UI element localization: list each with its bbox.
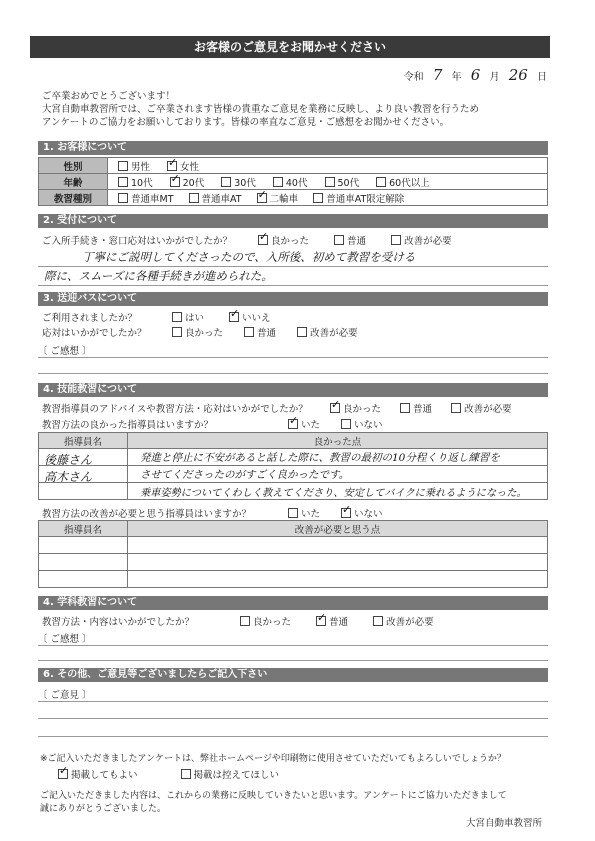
option-label: 改善が必要 <box>386 617 434 628</box>
date-era: 令和 <box>403 72 424 83</box>
age-options <box>108 174 548 190</box>
option-label: 良かった <box>253 617 292 628</box>
publish-permission-question: ※ご記入いただきましたアンケートは、弊社ホームページや印刷物に使用させていただいてもよろしいでしょうか？ <box>40 754 506 764</box>
col-header-good-points: 良かった点 <box>128 433 548 449</box>
checkbox[interactable] <box>244 327 254 337</box>
good-point-text: 乗車姿勢についてくわしく教えてくださり、安定してバイクに乗れるようになった。 <box>140 488 527 499</box>
company-name: 大宮自動車教習所 <box>466 818 543 829</box>
date-day-unit: 日 <box>537 72 547 83</box>
checkbox[interactable] <box>240 616 250 626</box>
rule-line <box>38 357 548 358</box>
reception-options <box>258 233 452 247</box>
option-label: 良かった <box>271 236 310 247</box>
option-label: 20代 <box>182 177 205 189</box>
checkbox[interactable] <box>297 327 307 337</box>
skills-q2: 教習方法の良かった指導員はいますか？ <box>42 420 214 431</box>
section-heading-skills: 4. 技能教習について <box>38 383 548 397</box>
col-header-instructor: 指導員名 <box>39 433 128 449</box>
option-label: 女性 <box>180 161 200 173</box>
skills-q3: 教習方法の改善が必要と思う指導員はいますか？ <box>42 509 252 520</box>
option-label: いいえ <box>242 313 271 324</box>
reception-question: ご入所手続き・窓口応対はいかがでしたか？ <box>42 236 233 247</box>
checkbox[interactable] <box>288 508 298 518</box>
option-label: 掲載は控えてほしい <box>193 770 280 781</box>
option-label: 普通 <box>413 404 433 415</box>
checkbox[interactable] <box>273 177 283 187</box>
option-label: 良かった <box>185 328 224 339</box>
rule-line <box>38 266 548 267</box>
option-label: 男性 <box>131 161 151 173</box>
section-heading-bus: 3. 送迎バスについて <box>38 292 548 306</box>
checkbox[interactable] <box>330 403 340 413</box>
customer-table <box>38 157 548 206</box>
date-month-unit: 月 <box>489 72 500 83</box>
rule-line <box>38 645 548 646</box>
section-heading-other: 6. その他、ご意見等ございましたらご記入下さい <box>38 668 548 682</box>
checkbox[interactable] <box>118 193 128 203</box>
option-label: 改善が必要 <box>310 328 358 339</box>
rule-line <box>38 718 548 719</box>
checkbox[interactable] <box>170 177 180 187</box>
option-label: 改善が必要 <box>464 404 512 415</box>
rule-line <box>38 701 548 702</box>
checkbox[interactable] <box>341 508 351 518</box>
checkbox[interactable] <box>391 235 401 245</box>
good-point-text: 発進と停止に不安があると話した際に、教習の最初の10分程くり返し練習を <box>140 452 500 464</box>
option-label: 掲載してもよい <box>71 770 138 781</box>
option-label: 普通 <box>257 328 277 339</box>
instructor-name: 高木さん <box>44 470 93 484</box>
page-title: お客様のご意見をお聞かせください <box>30 36 550 58</box>
section-heading-reception: 2. 受付について <box>38 214 548 228</box>
option-label: 二輪車 <box>269 193 299 205</box>
bus-use-question: ご利用されましたか？ <box>42 313 138 324</box>
gender-label: 性別 <box>39 158 108 174</box>
checkbox[interactable] <box>181 769 191 779</box>
checkbox[interactable] <box>118 161 128 171</box>
section-heading-customer: 1. お客様について <box>38 141 548 155</box>
col-header-instructor: 指導員名 <box>39 521 128 537</box>
section-heading-classroom: 4. 学科教習について <box>38 596 548 610</box>
option-label: 50代 <box>337 177 360 189</box>
bus-service-question: 応対はいかがでしたか？ <box>42 328 147 339</box>
checkbox[interactable] <box>189 193 199 203</box>
bus-comment-label: 〔 ご感想 〕 <box>38 346 92 357</box>
date-day[interactable]: 26 <box>508 66 528 84</box>
option-label: 60代以上 <box>389 177 430 189</box>
option-label: 普通車AT <box>201 193 242 205</box>
classroom-options <box>240 614 434 628</box>
checkbox[interactable] <box>288 419 298 429</box>
checkbox[interactable] <box>58 769 68 779</box>
reception-comment-line1: 丁寧にご説明してくださったので、入所後、初めて教習を受ける <box>82 250 416 264</box>
col-header-improve-points: 改善が必要と思う点 <box>128 521 548 537</box>
thanks-line: 誠にありがとうございました。 <box>40 804 167 814</box>
rule-line <box>38 736 548 737</box>
checkbox[interactable] <box>325 177 335 187</box>
skills-q1-options <box>330 401 512 415</box>
course-options <box>108 190 548 206</box>
bus-use-options <box>172 310 271 324</box>
intro-text <box>42 90 479 129</box>
checkbox[interactable] <box>229 312 239 322</box>
rule-line <box>38 660 548 661</box>
checkbox[interactable] <box>258 235 268 245</box>
option-label: 普通 <box>347 236 367 247</box>
option-label: 普通車MT <box>131 193 174 205</box>
other-comment-label: 〔 ご意見 〕 <box>38 690 92 701</box>
checkbox[interactable] <box>167 161 177 171</box>
date-year[interactable]: 7 <box>432 66 443 84</box>
rule-line <box>38 285 548 286</box>
checkbox[interactable] <box>172 327 182 337</box>
rule-line <box>38 373 548 374</box>
option-label: 良かった <box>343 404 382 415</box>
checkbox[interactable] <box>341 419 351 429</box>
option-label: いない <box>354 420 383 431</box>
checkbox[interactable] <box>451 403 461 413</box>
classroom-comment-label: 〔 ご感想 〕 <box>38 634 92 645</box>
checkbox[interactable] <box>313 193 323 203</box>
option-label: 改善が必要 <box>404 236 452 247</box>
checkbox[interactable] <box>316 616 326 626</box>
checkbox[interactable] <box>257 193 267 203</box>
thanks-line: ご記入いただきました内容は、これからの業務に反映していきたいと思います。アンケートにご協力いただきまして <box>40 791 507 801</box>
skills-q1: 教習指導員のアドバイスや教習方法・応対はいかがでしたか？ <box>42 404 308 415</box>
option-label: 40代 <box>285 177 308 189</box>
course-label: 教習種別 <box>39 190 108 206</box>
intro-line: 大宮自動車教習所では、ご卒業されます皆様の貴重なご意見を業務に反映し、より良い教習を行うため <box>42 104 480 115</box>
option-label: いた <box>301 509 321 520</box>
date-year-unit: 年 <box>451 72 462 83</box>
instructor-name: 後藤さん <box>44 453 93 467</box>
good-point-text: させてくださったのがすごく良かったです。 <box>140 469 350 481</box>
checkbox[interactable] <box>373 616 383 626</box>
checkbox[interactable] <box>334 235 344 245</box>
classroom-question: 教習方法・内容はいかがでしたか？ <box>42 617 195 628</box>
skills-q3-options <box>288 506 383 520</box>
option-label: 30代 <box>234 177 256 189</box>
bus-service-options <box>172 325 358 339</box>
option-label: 普通車AT限定解除 <box>326 193 405 205</box>
intro-line: ご卒業おめでとうございます！ <box>42 91 176 102</box>
option-label: 普通 <box>329 617 349 628</box>
checkbox[interactable] <box>221 177 231 187</box>
option-label: 10代 <box>131 177 153 189</box>
date-month[interactable]: 6 <box>470 66 481 84</box>
age-label: 年齢 <box>39 174 108 190</box>
reception-comment-line2: 際に、スムーズに各種手続きが進められた。 <box>44 269 273 283</box>
option-label: いた <box>301 420 321 431</box>
checkbox[interactable] <box>172 312 182 322</box>
date-line <box>404 66 547 84</box>
checkbox[interactable] <box>376 177 386 187</box>
publish-options <box>58 767 279 781</box>
option-label: はい <box>185 313 205 324</box>
improve-instructor-table <box>38 520 548 588</box>
checkbox[interactable] <box>118 177 128 187</box>
option-label: いない <box>354 509 383 520</box>
checkbox[interactable] <box>400 403 410 413</box>
skills-q2-options <box>288 417 383 431</box>
intro-line: アンケートのご協力をお願いしております。皆様の率直なご意見・ご感想をお聞かせください。 <box>42 117 450 128</box>
